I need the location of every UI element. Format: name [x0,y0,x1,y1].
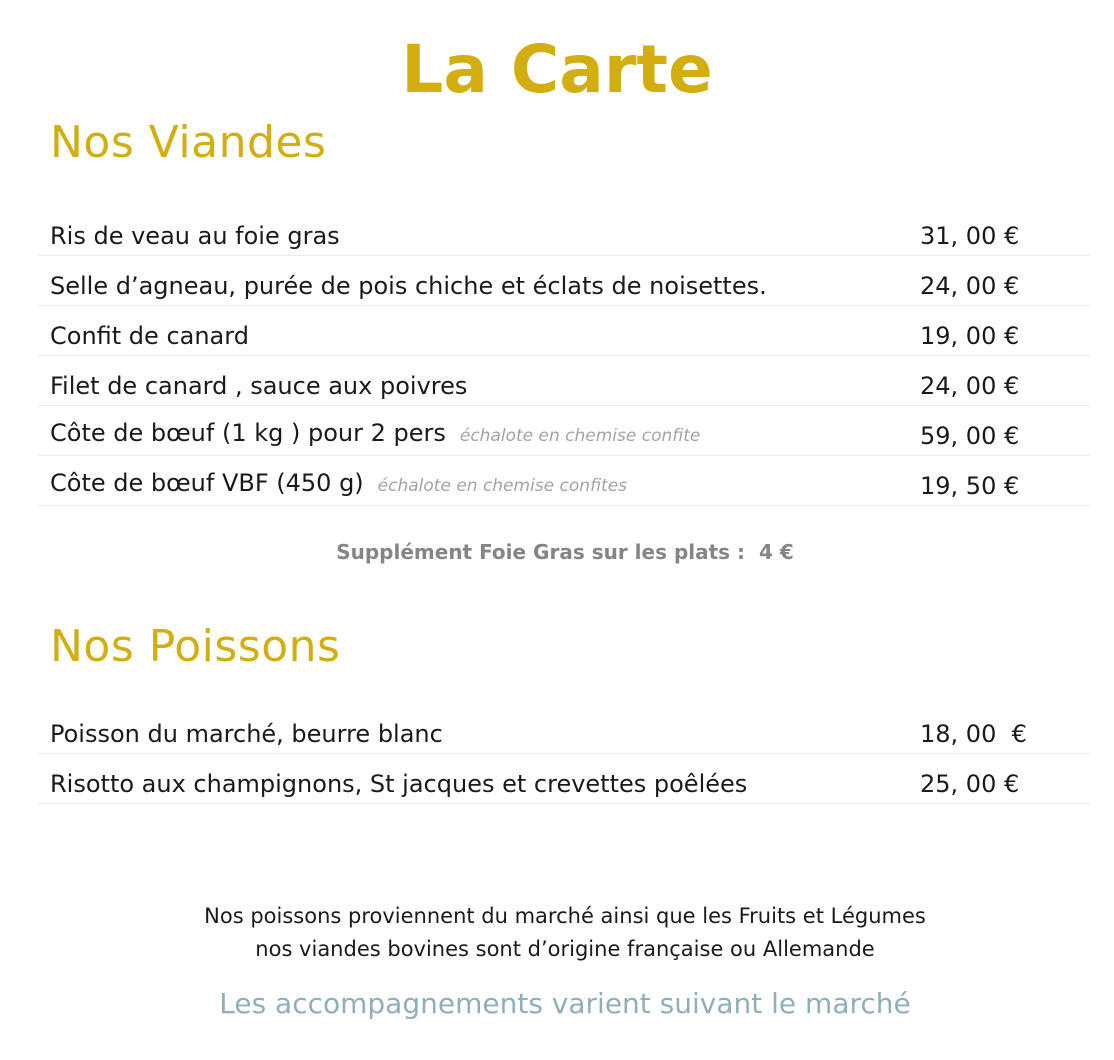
dish-name: Confit de canard [50,322,249,350]
dish-price: 18, 00 € [920,720,1027,748]
menu-item [38,256,1090,306]
supplement-note: Supplément Foie Gras sur les plats : 4 € [336,540,794,564]
menu-item [38,306,1090,356]
menu-item [38,356,1090,406]
dish-note: échalote en chemise confites [377,476,628,496]
dish-note: échalote en chemise confite [459,426,701,446]
section-title-poissons: Nos Poissons [50,621,341,672]
dish-name: Poisson du marché, beurre blanc [50,720,443,748]
dish [50,769,747,799]
dish-price: 24, 00 € [920,272,1020,300]
dish-name: Côte de bœuf VBF (450 g) [50,469,364,497]
menu-item [38,456,1090,506]
dish-name: Côte de bœuf (1 kg ) pour 2 pers [50,419,446,447]
dish-name: Filet de canard , sauce aux poivres [50,372,468,400]
menu-list-viandes [38,206,1090,506]
dish [50,321,249,351]
dish-price: 59, 00 € [920,422,1020,450]
menu-item [38,206,1090,256]
dish [50,371,467,401]
dish-name: Risotto aux champignons, St jacques et crevettes poêlées [50,770,748,798]
footnote-line-1: Nos poissons proviennent du marché ainsi que les Fruits et Légumes [204,904,926,928]
menu-list-poissons [38,704,1090,804]
section-title-viandes: Nos Viandes [50,117,327,168]
dish-name: Selle d’agneau, purée de pois chiche et éclats de noisettes. [50,272,767,300]
tagline: Les accompagnements varient suivant le marché [219,987,911,1020]
dish [50,468,627,501]
dish-price: 24, 00 € [920,372,1020,400]
menu-item [38,704,1090,754]
menu-item [38,754,1090,804]
dish [50,719,443,749]
dish-price: 31, 00 € [920,222,1020,250]
dish [50,221,340,251]
dish-price: 19, 50 € [920,472,1020,500]
menu-item [38,406,1090,456]
page-title: La Carte [401,31,713,108]
dish [50,271,767,301]
dish [50,418,700,451]
footnote-line-2: nos viandes bovines sont d’origine française ou Allemande [255,937,875,961]
dish-price: 25, 00 € [920,770,1020,798]
dish-name: Ris de veau au foie gras [50,222,340,250]
dish-price: 19, 00 € [920,322,1020,350]
